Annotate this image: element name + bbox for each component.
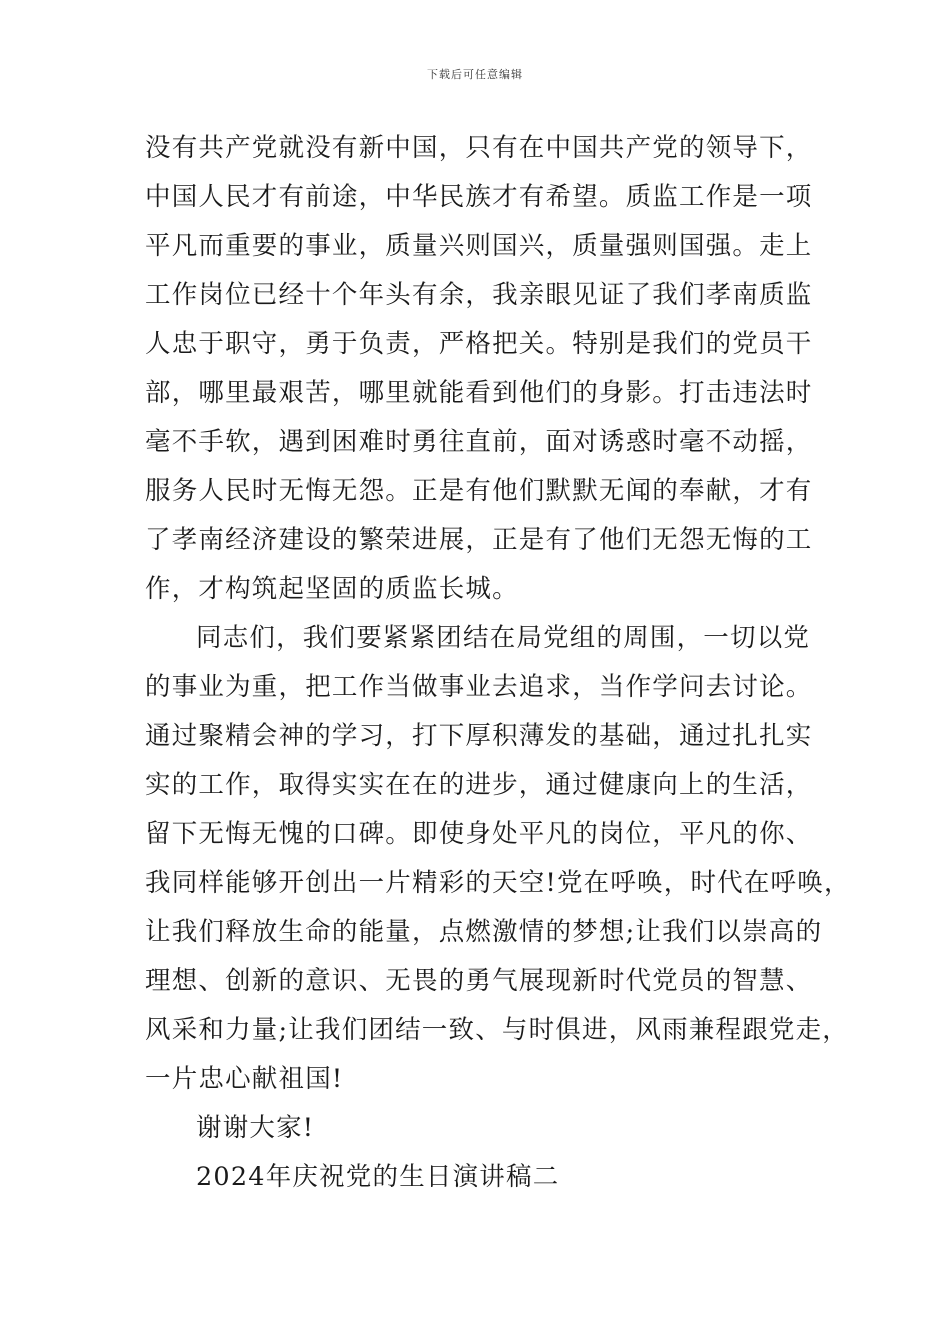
closing-thanks: 谢谢大家!	[196, 1113, 315, 1143]
text-line: 中国人民才有前途，中华民族才有希望。质监工作是一项	[145, 182, 813, 212]
text-line: 理想、创新的意识、无畏的勇气展现新时代党员的智慧、	[145, 966, 813, 996]
text-line: 留下无悔无愧的口碑。即使身处平凡的岗位，平凡的你、	[145, 819, 813, 849]
next-section-title: 2024年庆祝党的生日演讲稿二	[196, 1162, 560, 1192]
header-note: 下载后可任意编辑	[427, 68, 523, 81]
text-line: 让我们释放生命的能量，点燃激情的梦想;让我们以崇高的	[145, 917, 823, 947]
paragraph-start-line: 同志们，我们要紧紧团结在局党组的周围，一切以党	[196, 623, 811, 653]
text-line: 人忠于职守，勇于负责，严格把关。特别是我们的党员干	[145, 329, 813, 359]
text-line: 服务人民时无悔无怨。正是有他们默默无闻的奉献，才有	[145, 476, 813, 506]
text-line: 毫不手软，遇到困难时勇往直前，面对诱惑时毫不动摇，	[145, 427, 813, 457]
text-line: 通过聚精会神的学习，打下厚积薄发的基础，通过扎扎实	[145, 721, 813, 751]
text-line: 一片忠心献祖国!	[145, 1064, 344, 1094]
text-line: 作，才构筑起坚固的质监长城。	[145, 574, 519, 604]
text-line: 工作岗位已经十个年头有余，我亲眼见证了我们孝南质监	[145, 280, 813, 310]
text-line: 了孝南经济建设的繁荣进展，正是有了他们无怨无悔的工	[145, 525, 813, 555]
text-line: 的事业为重，把工作当做事业去追求，当作学问去讨论。	[145, 672, 813, 702]
text-line: 没有共产党就没有新中国，只有在中国共产党的领导下，	[145, 133, 813, 163]
text-line: 平凡而重要的事业，质量兴则国兴，质量强则国强。走上	[145, 231, 813, 261]
document-body	[145, 128, 851, 1206]
text-line: 风采和力量;让我们团结一致、与时俱进，风雨兼程跟党走，	[145, 1015, 849, 1045]
text-line: 实的工作，取得实实在在的进步，通过健康向上的生活，	[145, 770, 813, 800]
text-line: 部，哪里最艰苦，哪里就能看到他们的身影。打击违法时	[145, 378, 813, 408]
text-line: 我同样能够开创出一片精彩的天空!党在呼唤，时代在呼唤，	[145, 868, 851, 898]
